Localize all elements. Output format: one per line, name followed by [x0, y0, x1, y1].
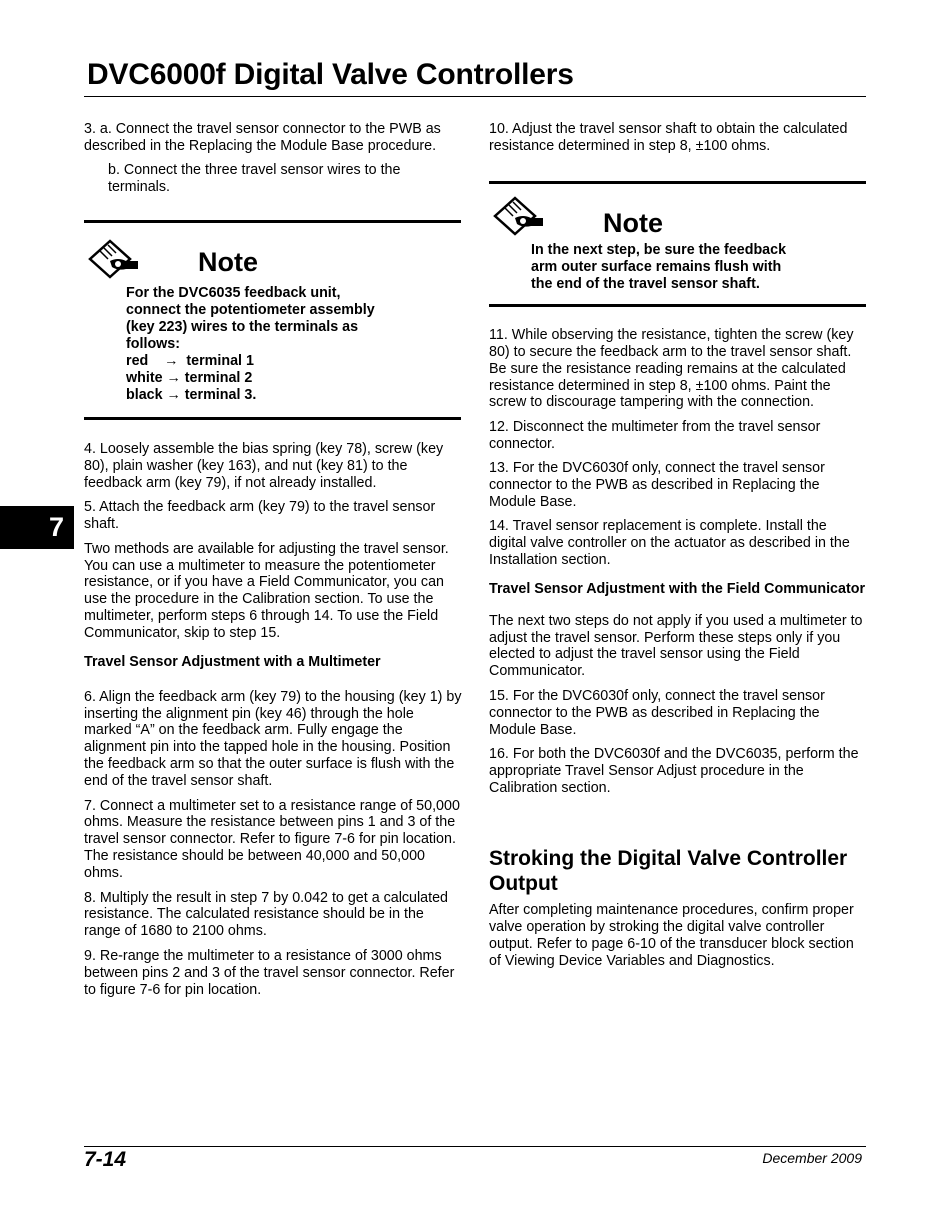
step-12: 12. Disconnect the multimeter from the travel sensor connector.	[489, 418, 821, 452]
page-title: DVC6000f Digital Valve Controllers	[87, 58, 574, 91]
note-line: black → terminal 3.	[126, 387, 257, 404]
note-line: red → terminal 1	[126, 353, 254, 370]
fc-intro: The next two steps do not apply if you used a multimeter to adjust the travel sensor. Perform these steps only if you elected to adjust the travel sensor using the Field Communicator.	[489, 612, 863, 680]
step-10: 10. Adjust the travel sensor shaft to obtain the calculated resistance determined in step 8, ±100 ohms.	[489, 121, 848, 154]
step-13: 13. For the DVC6030f only, connect the travel sensor connector to the PWB as described in Replacing the Module Base.	[489, 460, 825, 510]
step-15: 15. For the DVC6030f only, connect the travel sensor connector to the PWB as described in Replacing the Module Base.	[489, 687, 825, 738]
step-16: 16. For both the DVC6030f and the DVC6035, perform the appropriate Travel Sensor Adjust procedure in the Calibration section.	[489, 745, 859, 796]
note-feedback-arm	[489, 181, 866, 307]
note-rule-bottom	[489, 304, 866, 307]
note-line: arm outer surface remains flush with	[531, 258, 782, 275]
section-body: After completing maintenance procedures, confirm proper valve operation by stroking the digital valve controller output. Refer to page 6-10 of the transducer block section of Viewing Device Variables and Diagnostics.	[489, 902, 854, 969]
note-dvc6035	[84, 220, 461, 420]
methods-paragraph: Two methods are available for adjusting the travel sensor. You can use a multimeter to measure the potentiometer resistance, or if you have a Field Communicator, you can use the procedure in the Calibration section. To use the multimeter, perform steps 6 through 14. To use the Field Communicator, skip to step 15.	[84, 540, 449, 642]
page-number: 7-14	[84, 1148, 127, 1171]
step-3a: 3. a. Connect the travel sensor connector to the PWB as described in the Replacing the Module Base procedure.	[84, 121, 441, 154]
step-5: 5. Attach the feedback arm (key 79) to the travel sensor shaft.	[84, 499, 436, 533]
note-line: For the DVC6035 feedback unit,	[126, 285, 341, 302]
note-line: In the next step, be sure the feedback	[531, 241, 787, 258]
chapter-tab: 7	[0, 506, 74, 549]
step-8: 8. Multiply the result in step 7 by 0.042 to get a calculated resistance. The calculated resistance should be in the range of 1680 to 2100 ohms.	[84, 889, 448, 940]
step-9: 9. Re-range the multimeter to a resistance of 3000 ohms between pins 2 and 3 of the travel sensor connector. Refer to figure 7-6 for pin location.	[84, 947, 455, 998]
step-7: 7. Connect a multimeter set to a resistance range of 50,000 ohms. Measure the resistance between pins 1 and 3 of the travel sensor connector. Refer to figure 7-6 for pin location. The resistance should be between 40,000 and 50,000 ohms.	[84, 797, 460, 882]
note-body	[489, 242, 866, 293]
step-14: 14. Travel sensor replacement is complete. Install the digital valve controller on the actuator as described in the Installation section.	[489, 518, 850, 569]
subheading-field-communicator: Travel Sensor Adjustment with the Field Communicator	[489, 581, 866, 598]
note-body	[84, 285, 461, 404]
subheading-multimeter: Travel Sensor Adjustment with a Multimeter	[84, 654, 381, 671]
note-line: follows:	[126, 336, 181, 353]
note-hand-icon	[493, 194, 549, 238]
note-rule-bottom	[84, 417, 461, 420]
step-4: 4. Loosely assemble the bias spring (key 78), screw (key 80), plain washer (key 163), and nut (key 81) to the feedback arm (key 79), if not already installed.	[84, 441, 444, 491]
note-line: white → terminal 2	[126, 370, 253, 387]
step-6: 6. Align the feedback arm (key 79) to the housing (key 1) by inserting the alignment pin (key 46) through the hole marked “A” on the feedback arm. Fully engage the alignment pin into the tapped hole in the housing. Position the feedback arm so that the outer surface is flush with the end of the travel sensor shaft.	[84, 688, 462, 790]
note-hand-icon	[88, 237, 144, 281]
section-heading: Stroking the Digital Valve Controller Output	[489, 847, 848, 896]
note-line: connect the potentiometer assembly	[126, 302, 375, 319]
note-line: the end of the travel sensor shaft.	[531, 275, 760, 292]
title-rule	[84, 96, 866, 97]
note-line: (key 223) wires to the terminals as	[126, 319, 359, 336]
footer-date: December 2009	[762, 1150, 862, 1166]
left-column	[84, 121, 462, 1006]
note-title: Note	[198, 247, 258, 278]
footer-rule	[84, 1146, 866, 1147]
step-3b: b. Connect the three travel sensor wires to the terminals.	[108, 162, 401, 196]
right-column	[489, 121, 867, 977]
note-title: Note	[603, 207, 663, 238]
step-11: 11. While observing the resistance, tighten the screw (key 80) to secure the feedback arm to the travel sensor shaft. Be sure the resistance reading remains at the calculated resistance determined in step 8, ±100 ohms. Paint the screw to discourage tampering with the connection.	[489, 326, 854, 411]
